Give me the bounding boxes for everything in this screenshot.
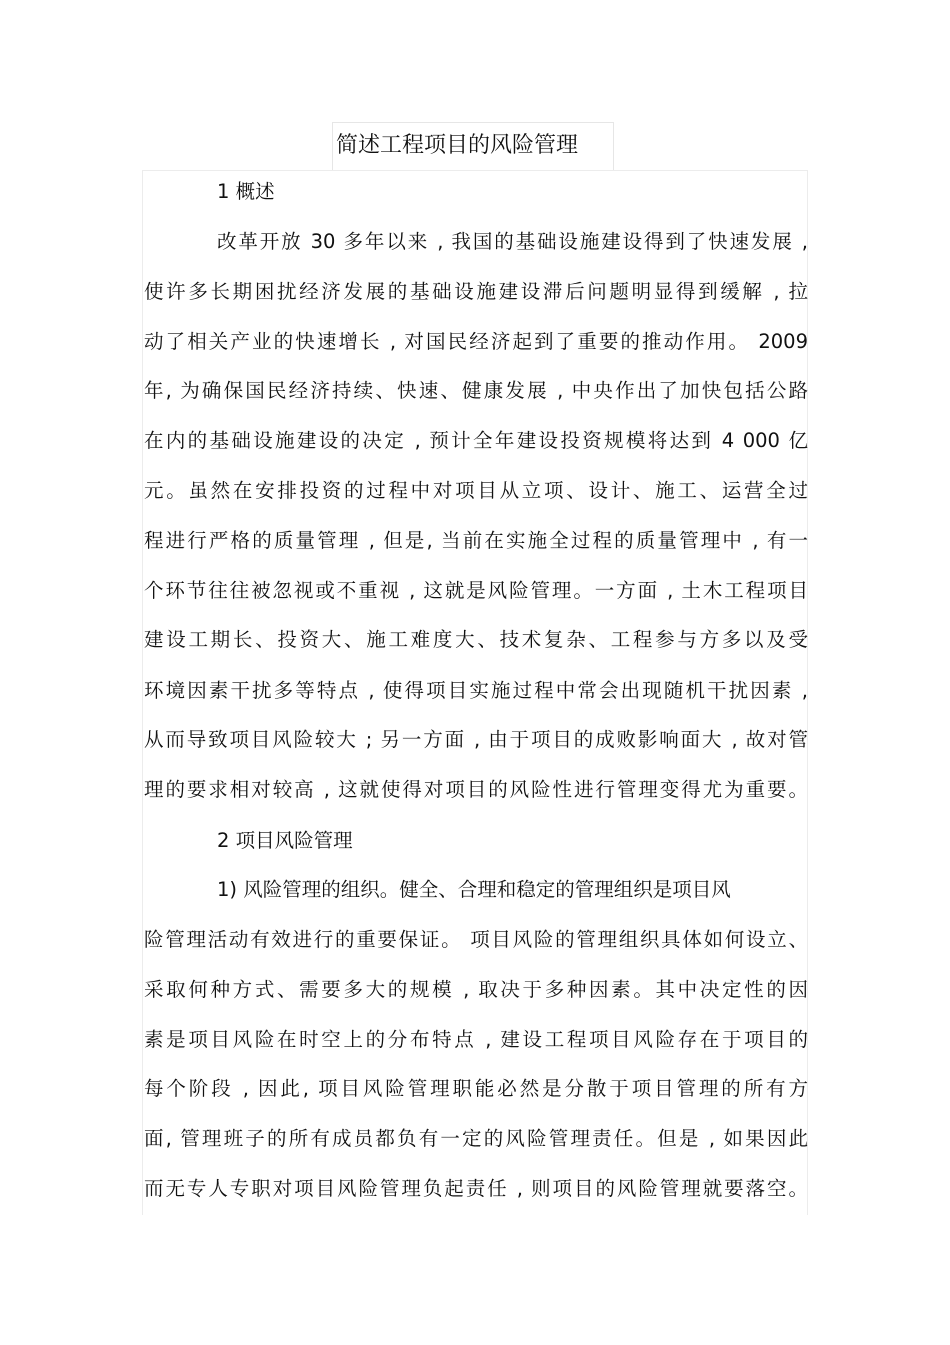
paragraph-line: 而无专人专职对项目风险管理负起责任 , 则项目的风险管理就要落空。 [144, 1177, 808, 1200]
paragraph-line: 建设工期长、投资大、施工难度大、技术复杂、工程参与方多以及受 [144, 628, 808, 651]
section-heading-overview: 1 概述 [217, 180, 275, 203]
document-title: 简述工程项目的风险管理 [336, 133, 579, 158]
paragraph-line: 年, 为确保国民经济持续、快速、健康发展 , 中央作出了加快包括公路 [144, 379, 808, 402]
paragraph-line: 险管理活动有效进行的重要保证。 项目风险的管理组织具体如何设立、 [144, 928, 808, 951]
paragraph-line: 理的要求相对较高 , 这就使得对项目的风险性进行管理变得尤为重要。 [144, 778, 808, 801]
paragraph-line: 素是项目风险在时空上的分布特点 , 建设工程项目风险存在于项目的 [144, 1028, 808, 1051]
paragraph-line: 采取何种方式、需要多大的规模 , 取决于多种因素。其中决定性的因 [144, 978, 808, 1001]
paragraph-line: 改革开放 30 多年以来 , 我国的基础设施建设得到了快速发展 , [217, 230, 808, 253]
paragraph-line: 面, 管理班子的所有成员都负有一定的风险管理责任。但是 , 如果因此 [144, 1127, 808, 1150]
section-heading-risk-management: 2 项目风险管理 [217, 829, 353, 852]
paragraph-line: 程进行严格的质量管理 , 但是, 当前在实施全过程的质量管理中 , 有一 [144, 529, 808, 552]
paragraph-line: 环境因素干扰多等特点 , 使得项目实施过程中常会出现随机干扰因素 , [144, 679, 808, 702]
paragraph-line: 1) 风险管理的组织。健全、合理和稳定的管理组织是项目风 [217, 878, 731, 901]
paragraph-line: 从而导致项目风险较大 ; 另一方面 , 由于项目的成败影响面大 , 故对管 [144, 728, 808, 751]
paragraph-line: 使许多长期困扰经济发展的基础设施建设滞后问题明显得到缓解 , 拉 [144, 280, 808, 303]
paragraph-line: 元。虽然在安排投资的过程中对项目从立项、设计、施工、运营全过 [144, 479, 808, 502]
paragraph-line: 每个阶段 , 因此, 项目风险管理职能必然是分散于项目管理的所有方 [144, 1077, 808, 1100]
paragraph-line: 在内的基础设施建设的决定 , 预计全年建设投资规模将达到 4 000 亿 [144, 429, 808, 452]
paragraph-line: 动了相关产业的快速增长 , 对国民经济起到了重要的推动作用。 2009 [144, 330, 808, 353]
paragraph-line: 个环节往往被忽视或不重视 , 这就是风险管理。一方面 , 土木工程项目 [144, 579, 808, 602]
